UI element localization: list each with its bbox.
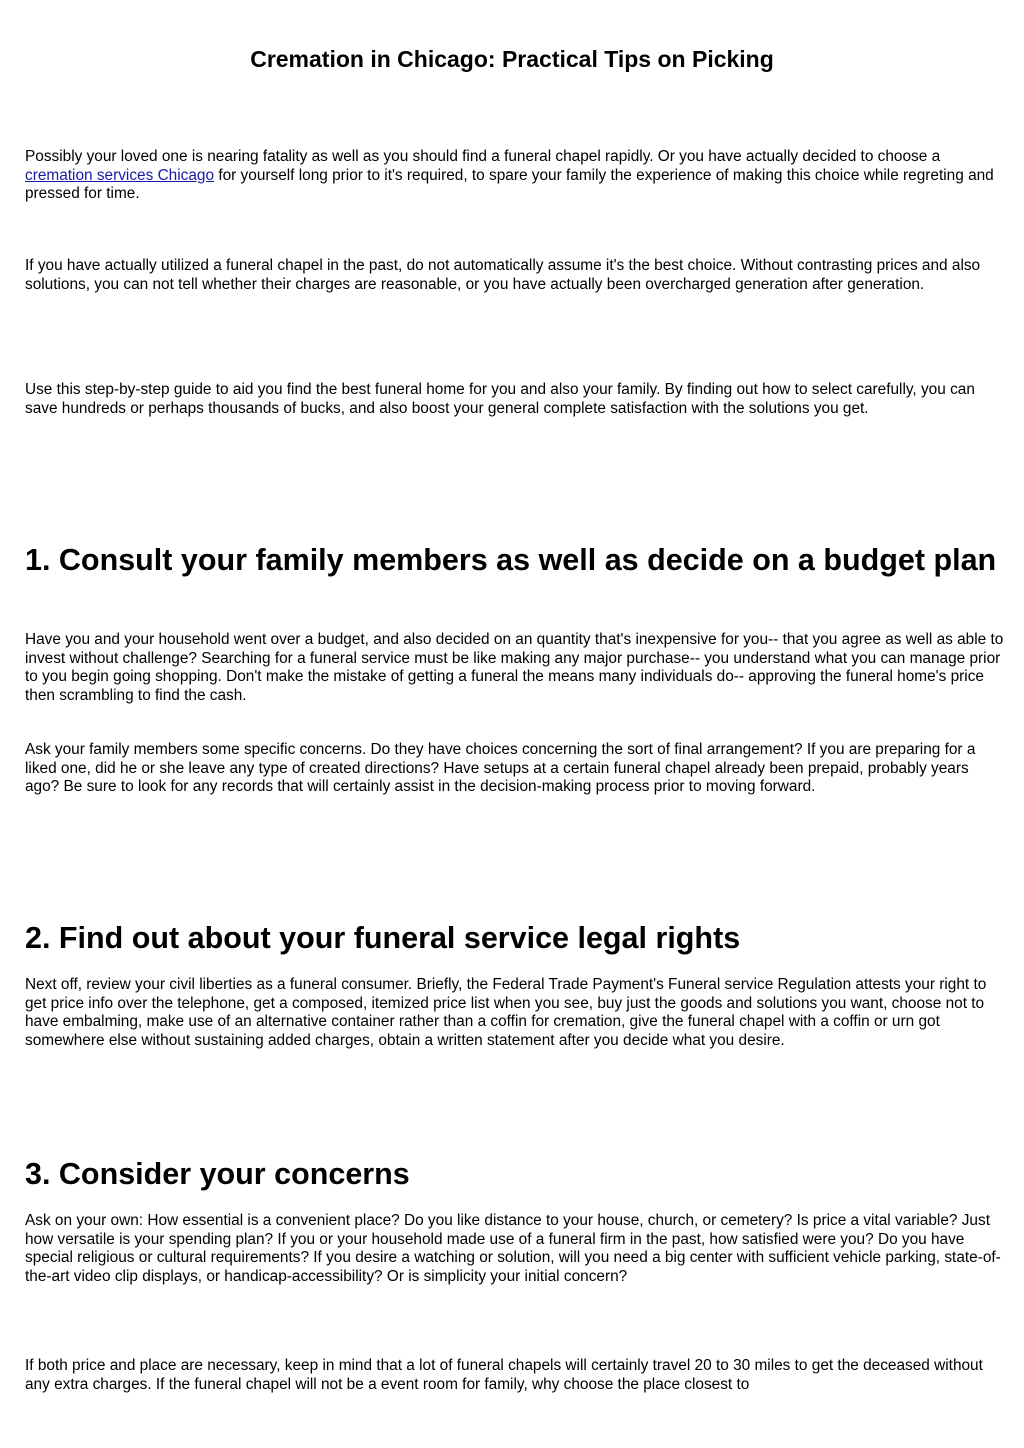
section-3-paragraph-2: If both price and place are necessary, keep in mind that a lot of funeral chapels will certainly travel 20 to 30 miles to get the deceased without any extra charges. If the funeral chapel will not be a event room for family, why choose the place closest to bbox=[25, 1357, 983, 1393]
intro-paragraph-1-text-after: for yourself long prior to it's required, to spare your family the experience of making this choice while regreting and pressed for time. bbox=[25, 166, 994, 203]
intro-paragraph-2: If you have actually utilized a funeral chapel in the past, do not automatically assume it's the best choice. Without contrasting prices and also solutions, you can not tell whether their charges are reasonable, or you have actually been overcharged generation after generation. bbox=[25, 257, 981, 293]
intro-paragraph-1-text-before: Possibly your loved one is nearing fatality as well as you should find a funeral chapel rapidly. Or you have actually decided to choose a bbox=[25, 148, 941, 165]
section-2-paragraph-1: Next off, review your civil liberties as a funeral consumer. Briefly, the Federal Trade Payment's Funeral service Regulation attests your right to get price info over the telephone, get a composed, itemized price list when you see, buy just the goods and solutions you want, choose not to have embalming, make use of an alternative container rather than a coffin for cremation, give the funeral chapel with a coffin or urn got somewhere else without sustaining added charges, obtain a written statement after you decide what you desire. bbox=[25, 976, 987, 1049]
cremation-services-link[interactable]: cremation services Chicago bbox=[25, 166, 215, 184]
section-2-heading: 2. Find out about your funeral service legal rights bbox=[25, 921, 741, 955]
intro-paragraph-3: Use this step-by-step guide to aid you find the best funeral home for you and also your family. By finding out how to select carefully, you can save hundreds or perhaps thousands of bucks, and also boost your general complete satisfaction with the solutions you get. bbox=[25, 381, 975, 417]
document-title: Cremation in Chicago: Practical Tips on Picking bbox=[250, 46, 774, 72]
intro-paragraph-1 bbox=[25, 148, 1005, 204]
section-1-paragraph-2: Ask your family members some specific concerns. Do they have choices concerning the sort of final arrangement? If you are preparing for a liked one, did he or she leave any type of created directions? Have setups at a certain funeral chapel already been prepaid, probably years ago? Be sure to look for any records that will certainly assist in the decision-making process prior to moving forward. bbox=[25, 741, 976, 796]
section-1-heading: 1. Consult your family members as well as decide on a budget plan bbox=[25, 543, 997, 577]
section-3-heading: 3. Consider your concerns bbox=[25, 1157, 410, 1191]
section-1-paragraph-1: Have you and your household went over a budget, and also decided on an quantity that's inexpensive for you-- that you agree as well as able to invest without challenge? Searching for a funeral service must be like making any major purchase-- you understand what you can manage prior to you begin going shopping. Don't make the mistake of getting a funeral the means many individuals do-- approving the funeral home's price then scrambling to find the cash. bbox=[25, 631, 1004, 704]
section-3-paragraph-1: Ask on your own: How essential is a convenient place? Do you like distance to your house, church, or cemetery? Is price a vital variable? Just how versatile is your spending plan? If you or your household made use of a funeral firm in the past, how satisfied were you? Do you have special religious or cultural requirements? If you desire a watching or solution, will you need a big center with sufficient vehicle parking, state-of-the-art video clip displays, or handicap-accessibility? Or is simplicity your initial concern? bbox=[25, 1212, 1001, 1285]
